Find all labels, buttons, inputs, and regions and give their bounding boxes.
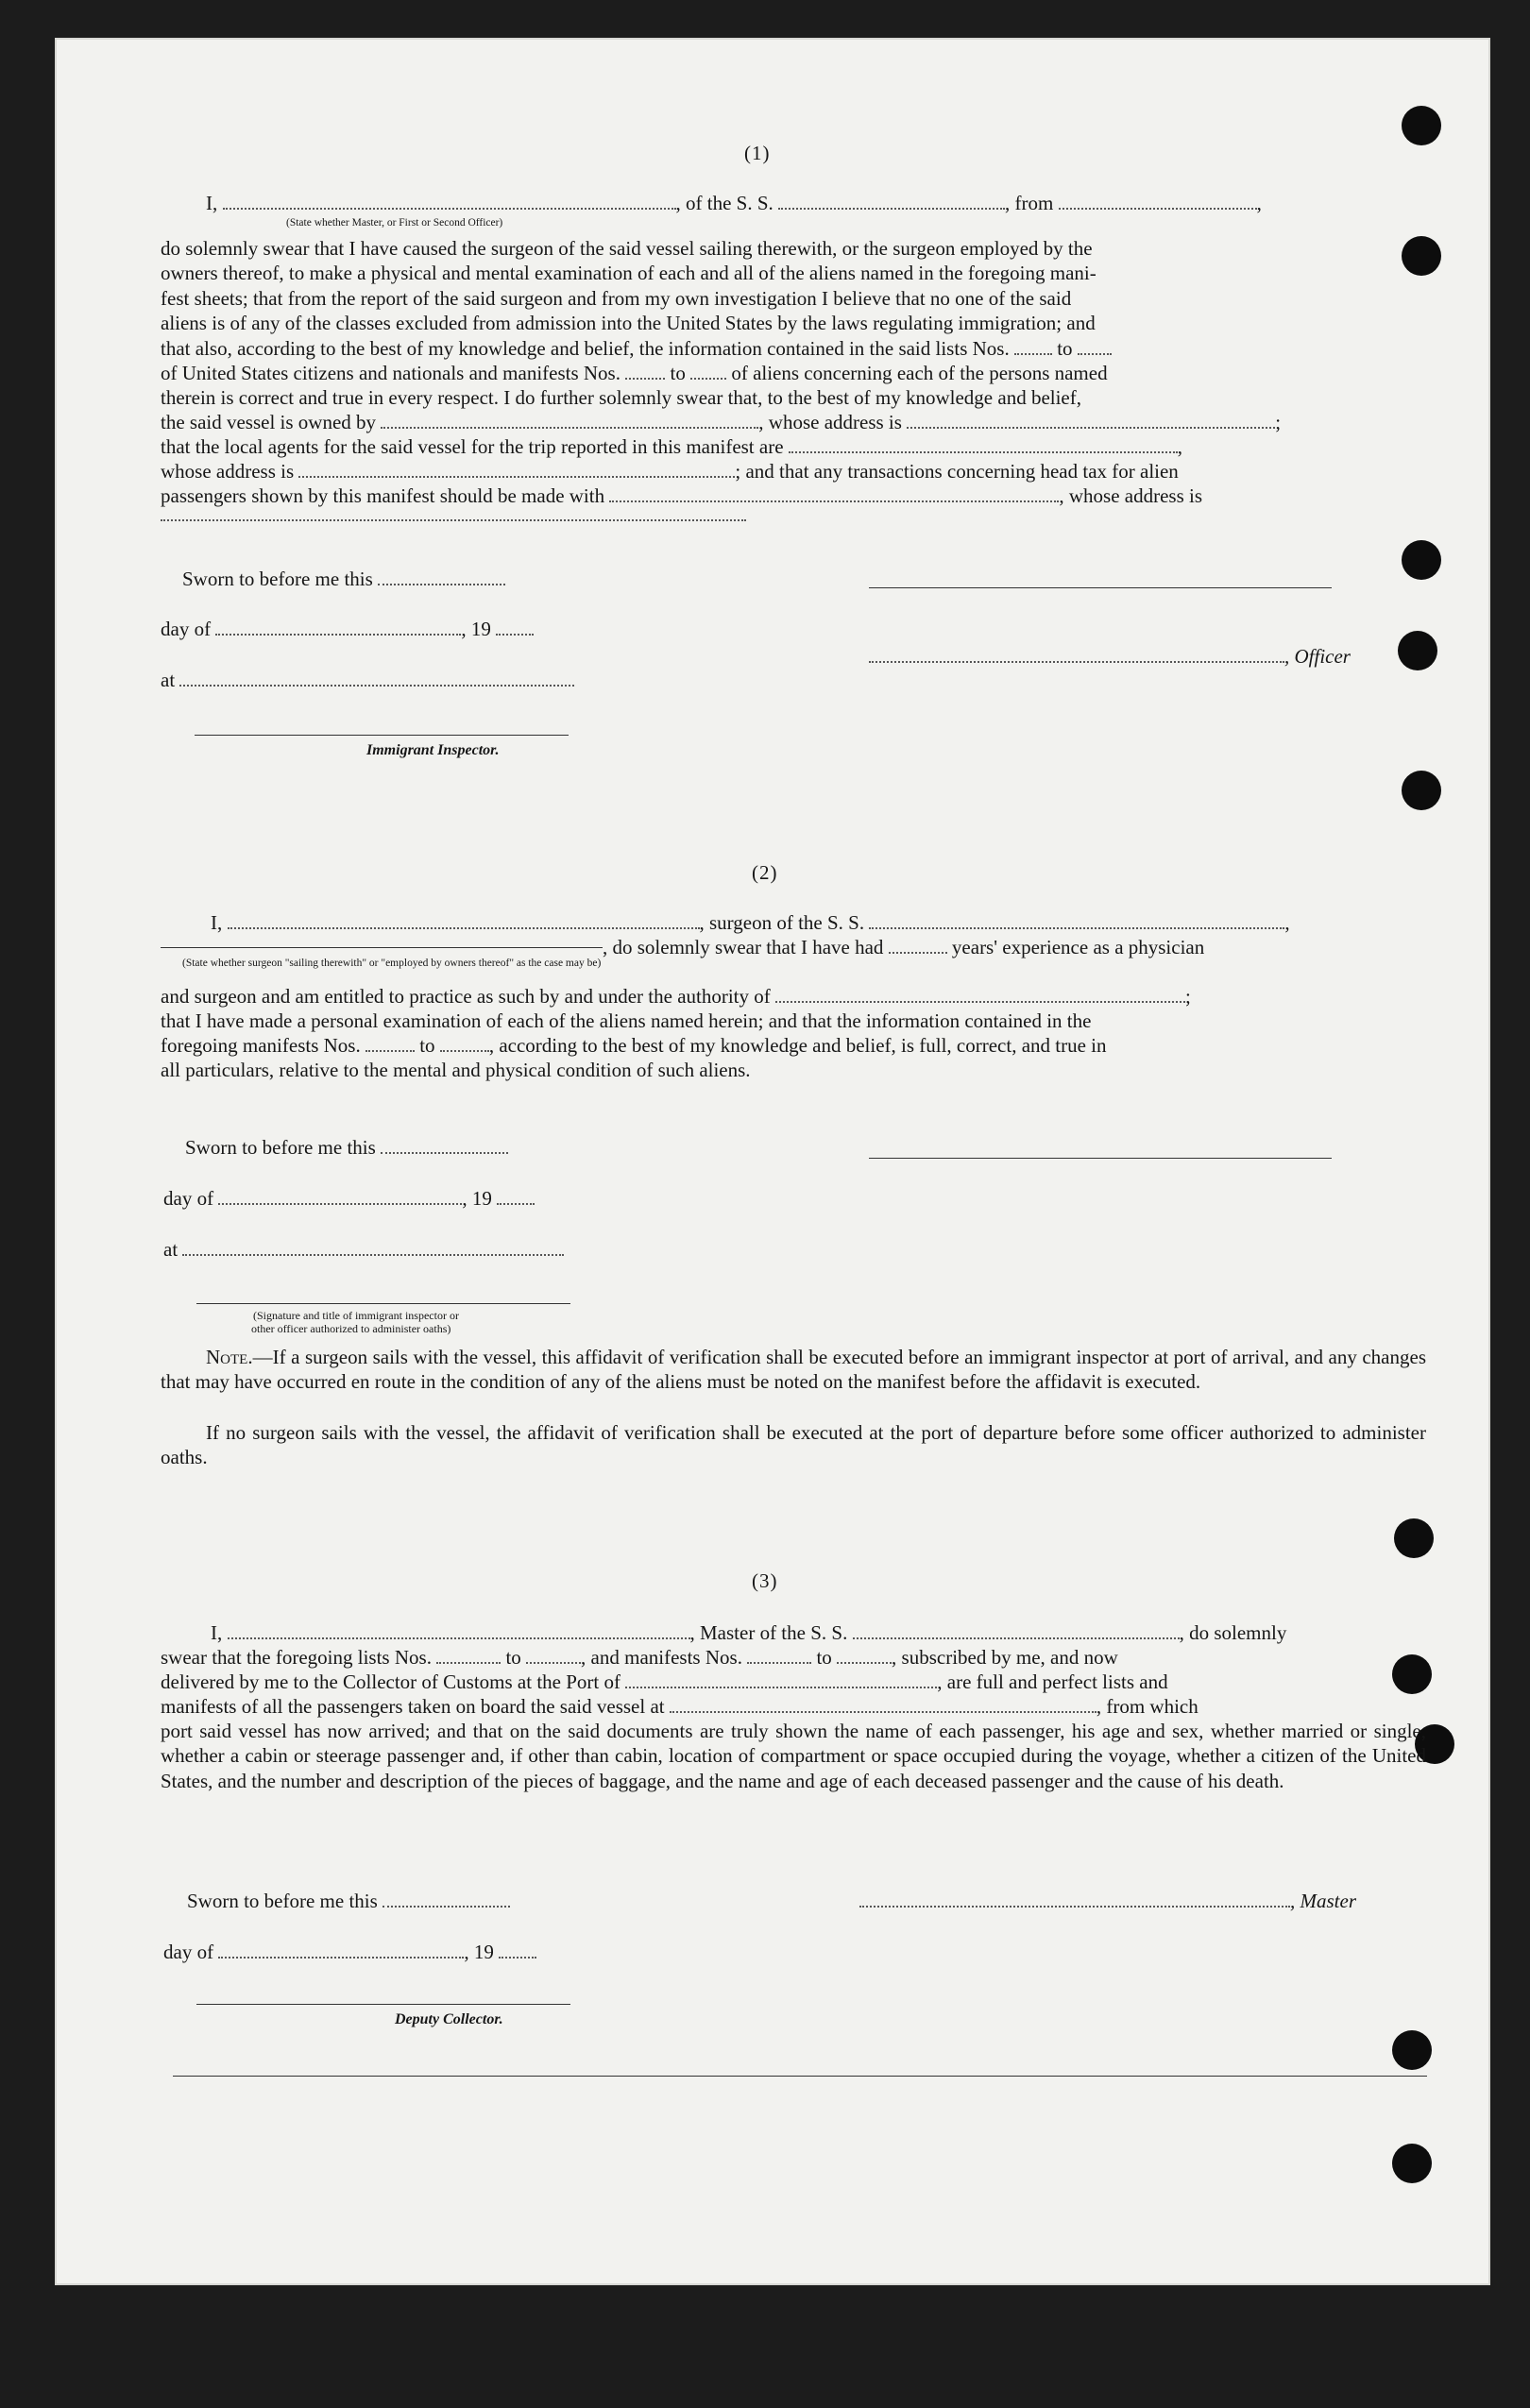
collector-signature-line	[196, 2004, 570, 2005]
officer-signature-line-top	[869, 587, 1332, 588]
section-1-manifests: of United States citizens and nationals and manifests Nos. to of aliens concerning each of the persons named	[161, 362, 1108, 384]
section-2-under-caption: (State whether surgeon "sailing therewith" or "employed by owners thereof" as the case may be)	[182, 958, 602, 969]
section-2-note-2: If no surgeon sails with the vessel, the affidavit of verification shall be executed at the port of departure before some officer authorized to administer oaths.	[161, 1421, 1426, 1469]
section-2-note: Note.—If a surgeon sails with the vessel, this affidavit of verification shall be executed before an immigrant inspector at port of arrival, and any changes that may have occurred en route in the condition of any of the aliens must be noted on the manifest before the affidavit is executed.	[161, 1346, 1426, 1394]
section-2-sig-caption-2: other officer authorized to administer oaths)	[251, 1322, 451, 1335]
section-2-sworn: Sworn to before me this	[185, 1135, 508, 1160]
section-2-at: at	[163, 1237, 564, 1262]
section-1-sworn: Sworn to before me this	[182, 567, 505, 591]
bottom-rule	[173, 2076, 1427, 2077]
section-2-foregoing: foregoing manifests Nos. to , according to the best of my knowledge and belief, is full, correct, and true in	[161, 1034, 1107, 1057]
section-2-day-of: day of , 19	[163, 1186, 535, 1211]
section-1-further: therein is correct and true in every respect. I do further solemnly swear that, to the best of my knowledge and belief,	[161, 386, 1081, 409]
section-3-delivered: delivered by me to the Collector of Customs at the Port of , are full and perfect lists and	[161, 1670, 1168, 1693]
section-2-swear: , do solemnly swear that I have had years' experience as a physician	[161, 935, 1204, 959]
section-2-number: (2)	[752, 861, 778, 884]
section-1-opening: I, , of the S. S. , from ,	[206, 192, 1262, 214]
section-3-sworn: Sworn to before me this	[187, 1889, 510, 1913]
surgeon-signature-line	[869, 1158, 1332, 1159]
section-1-passengers: passengers shown by this manifest should be made with , whose address is	[161, 484, 1203, 507]
address-line	[161, 519, 746, 521]
punch-hole	[1392, 2144, 1432, 2183]
section-3-lists: swear that the foregoing lists Nos. to , and manifests Nos. to , subscribed by me, and now	[161, 1646, 1118, 1669]
document-page	[55, 38, 1490, 2285]
section-1-at: at	[161, 668, 574, 692]
section-1-whose-address: whose address is ; and that any transactions concerning head tax for alien	[161, 460, 1179, 483]
section-3-deputy-caption: Deputy Collector.	[395, 2011, 503, 2027]
section-2-body2: all particulars, relative to the mental and physical condition of such aliens.	[161, 1059, 751, 1081]
section-3-number: (3)	[752, 1569, 778, 1592]
punch-hole	[1392, 2030, 1432, 2070]
section-3-master: , Master	[859, 1889, 1356, 1913]
section-1-number: (1)	[744, 142, 771, 164]
section-1-body: do solemnly swear that I have caused the surgeon of the said vessel sailing therewith, or the surgeon employed by the owners thereof, to make a physical and mental examination of each and all of the aliens named in the foregoing mani- fest sheets; that from the report of the said surgeon and from my own investigation I believe that no one of the said aliens is of any of the classes excluded from admission into the United States by the laws regulating immigration; and	[161, 237, 1096, 335]
section-1-lists: that also, according to the best of my knowledge and belief, the information contained in the said lists Nos. to	[161, 336, 1112, 361]
section-3-body: port said vessel has now arrived; and that on the said documents are truly shown the name of each passenger, his age and sex, whether married or single, whether a cabin or steerage passenger and, if other than cabin, location of compartment or space occupied during the voyage, whether a citizen of the United States, and the number and description of the pieces of baggage, and the name and age of each deceased passenger and the cause of his death.	[161, 1720, 1426, 1792]
section-3-day-of: day of , 19	[163, 1940, 536, 1964]
section-1-officer: , Officer	[869, 644, 1351, 669]
section-1-agents: that the local agents for the said vessel for the trip reported in this manifest are ,	[161, 435, 1183, 458]
officer-signature-line	[196, 1303, 570, 1304]
section-1-under-caption: (State whether Master, or First or Second Officer)	[286, 217, 503, 229]
section-3-manifests-all: manifests of all the passengers taken on board the said vessel at , from which	[161, 1695, 1198, 1718]
section-2-sig-caption-1: (Signature and title of immigrant inspector or	[253, 1309, 459, 1322]
section-2-opening: I, , surgeon of the S. S. ,	[211, 911, 1290, 934]
punch-hole	[1392, 1654, 1432, 1694]
inspector-signature-line	[195, 735, 569, 736]
section-2-authority: and surgeon and am entitled to practice as such by and under the authority of ;	[161, 985, 1191, 1008]
punch-hole	[1402, 540, 1441, 580]
section-1-day-of: day of , 19	[161, 617, 534, 641]
punch-hole	[1398, 631, 1437, 670]
punch-hole	[1402, 771, 1441, 810]
section-2-body1: that I have made a personal examination of each of the aliens named herein; and that the information contained in the	[161, 1009, 1092, 1032]
punch-hole	[1394, 1518, 1434, 1558]
section-1-inspector-caption: Immigrant Inspector.	[366, 742, 500, 758]
section-1-owned: the said vessel is owned by , whose address is ;	[161, 411, 1282, 433]
section-3-opening: I, , Master of the S. S. , do solemnly	[211, 1621, 1287, 1644]
punch-hole	[1402, 106, 1441, 145]
